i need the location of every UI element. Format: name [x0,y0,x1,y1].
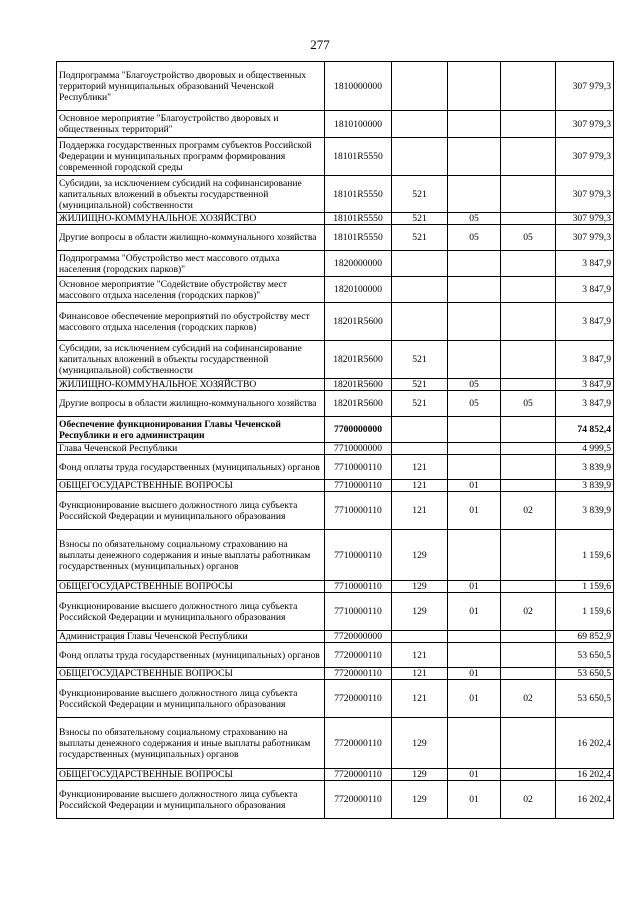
target-article-cell: 7700000000 [325,417,392,443]
amount-cell: 4 999,5 [556,443,614,455]
amount-cell: 307 979,3 [556,176,614,213]
table-row [57,62,614,111]
target-article-cell: 18201R5600 [325,341,392,379]
table-row [57,769,614,781]
expense-type-cell: 121 [392,455,448,480]
table-row [57,391,614,417]
target-article-cell: 7710000110 [325,492,392,530]
target-article-cell: 18201R5600 [325,391,392,417]
target-article-cell: 18101R5550 [325,138,392,176]
expense-type-cell [392,277,448,303]
subsection-cell [501,480,556,492]
target-article-cell: 7720000110 [325,769,392,781]
expense-type-cell [392,303,448,341]
row-name-cell: Субсидии, за исключением субсидий на софинансирование капитальных вложений в объекты государственной (муниципальной) собственности [57,176,325,213]
amount-cell: 3 839,9 [556,480,614,492]
section-cell: 01 [448,593,501,631]
subsection-cell [501,668,556,680]
target-article-cell: 7720000000 [325,631,392,643]
amount-cell: 1 159,6 [556,530,614,581]
section-cell: 01 [448,480,501,492]
expense-type-cell: 521 [392,213,448,225]
subsection-cell: 05 [501,391,556,417]
row-name-cell: Взносы по обязательному социальному страхованию на выплаты денежного содержания и иные выплаты работникам государственных (муниципальных) органов [57,718,325,769]
subsection-cell [501,631,556,643]
section-cell [448,530,501,581]
row-name-cell: Глава Чеченской Республики [57,443,325,455]
subsection-cell: 05 [501,225,556,251]
subsection-cell [501,341,556,379]
section-cell [448,341,501,379]
row-name-cell: Функционирование высшего должностного лица субъекта Российской Федерации и муниципального образования [57,781,325,819]
table-row [57,680,614,718]
section-cell [448,718,501,769]
section-cell: 01 [448,581,501,593]
table-row [57,341,614,379]
amount-cell: 307 979,3 [556,225,614,251]
table-row [57,176,614,213]
section-cell [448,455,501,480]
amount-cell: 307 979,3 [556,213,614,225]
table-row [57,668,614,680]
amount-cell: 3 847,9 [556,379,614,391]
amount-cell: 74 852,4 [556,417,614,443]
expense-type-cell: 121 [392,643,448,668]
target-article-cell: 18101R5550 [325,176,392,213]
expense-type-cell: 129 [392,718,448,769]
row-name-cell: ОБЩЕГОСУДАРСТВЕННЫЕ ВОПРОСЫ [57,769,325,781]
expense-type-cell: 129 [392,769,448,781]
subsection-cell [501,581,556,593]
section-cell: 01 [448,680,501,718]
section-cell [448,443,501,455]
section-cell: 05 [448,225,501,251]
table-row [57,213,614,225]
expense-type-cell [392,251,448,277]
amount-cell: 53 650,5 [556,643,614,668]
subsection-cell [501,769,556,781]
target-article-cell: 7720000110 [325,781,392,819]
expense-type-cell [392,62,448,111]
row-name-cell: Функционирование высшего должностного лица субъекта Российской Федерации и муниципального образования [57,593,325,631]
budget-table [56,61,614,819]
expense-type-cell [392,417,448,443]
expense-type-cell: 121 [392,680,448,718]
row-name-cell: ОБЩЕГОСУДАРСТВЕННЫЕ ВОПРОСЫ [57,480,325,492]
table-row [57,225,614,251]
expense-type-cell: 521 [392,176,448,213]
table-row [57,138,614,176]
section-cell: 01 [448,492,501,530]
table-row [57,417,614,443]
section-cell [448,251,501,277]
expense-type-cell [392,138,448,176]
amount-cell: 3 847,9 [556,303,614,341]
table-row [57,379,614,391]
target-article-cell: 7710000110 [325,530,392,581]
amount-cell: 53 650,5 [556,680,614,718]
section-cell [448,138,501,176]
amount-cell: 3 847,9 [556,277,614,303]
subsection-cell [501,718,556,769]
target-article-cell: 7710000110 [325,455,392,480]
expense-type-cell [392,631,448,643]
section-cell: 01 [448,781,501,819]
amount-cell: 16 202,4 [556,718,614,769]
expense-type-cell [392,443,448,455]
row-name-cell: Функционирование высшего должностного лица субъекта Российской Федерации и муниципального образования [57,680,325,718]
subsection-cell: 02 [501,593,556,631]
amount-cell: 3 839,9 [556,492,614,530]
table-row [57,455,614,480]
table-row [57,593,614,631]
amount-cell: 307 979,3 [556,62,614,111]
subsection-cell: 02 [501,680,556,718]
target-article-cell: 7710000000 [325,443,392,455]
subsection-cell: 02 [501,781,556,819]
subsection-cell [501,455,556,480]
amount-cell: 53 650,5 [556,668,614,680]
table-row [57,781,614,819]
row-name-cell: Субсидии, за исключением субсидий на софинансирование капитальных вложений в объекты государственной (муниципальной) собственности [57,341,325,379]
expense-type-cell: 121 [392,480,448,492]
table-row [57,581,614,593]
section-cell [448,631,501,643]
amount-cell: 1 159,6 [556,593,614,631]
row-name-cell: Другие вопросы в области жилищно-коммунального хозяйства [57,225,325,251]
amount-cell: 3 839,9 [556,455,614,480]
row-name-cell: Финансовое обеспечение мероприятий по обустройству мест массового отдыха населения (городских парков) [57,303,325,341]
expense-type-cell: 521 [392,341,448,379]
section-cell: 05 [448,391,501,417]
expense-type-cell [392,111,448,138]
row-name-cell: ОБЩЕГОСУДАРСТВЕННЫЕ ВОПРОСЫ [57,668,325,680]
subsection-cell [501,277,556,303]
budget-table-body [57,62,614,819]
target-article-cell: 1820100000 [325,277,392,303]
table-row [57,643,614,668]
section-cell [448,643,501,668]
target-article-cell: 1810100000 [325,111,392,138]
subsection-cell [501,213,556,225]
target-article-cell: 7720000110 [325,680,392,718]
subsection-cell [501,62,556,111]
target-article-cell: 18201R5600 [325,379,392,391]
row-name-cell: Функционирование высшего должностного лица субъекта Российской Федерации и муниципального образования [57,492,325,530]
expense-type-cell: 521 [392,379,448,391]
page-number: 277 [310,37,330,52]
amount-cell: 3 847,9 [556,251,614,277]
subsection-cell [501,443,556,455]
target-article-cell: 7720000110 [325,643,392,668]
table-row [57,443,614,455]
amount-cell: 307 979,3 [556,138,614,176]
amount-cell: 307 979,3 [556,111,614,138]
row-name-cell: Взносы по обязательному социальному страхованию на выплаты денежного содержания и иные выплаты работникам государственных (муниципальных) органов [57,530,325,581]
row-name-cell: Подпрограмма "Благоустройство дворовых и общественных территорий муниципальных образований Чеченской Республики" [57,62,325,111]
section-cell: 05 [448,213,501,225]
expense-type-cell: 129 [392,781,448,819]
table-row [57,718,614,769]
row-name-cell: Поддержка государственных программ субъектов Российской Федерации и муниципальных программ формирования современной городской среды [57,138,325,176]
table-row [57,251,614,277]
section-cell [448,303,501,341]
row-name-cell: Основное мероприятие "Благоустройство дворовых и общественных территорий" [57,111,325,138]
section-cell: 01 [448,668,501,680]
expense-type-cell: 129 [392,593,448,631]
section-cell [448,277,501,303]
target-article-cell: 18101R5550 [325,213,392,225]
subsection-cell [501,176,556,213]
expense-type-cell: 129 [392,581,448,593]
target-article-cell: 7710000110 [325,581,392,593]
target-article-cell: 7720000110 [325,668,392,680]
row-name-cell: Фонд оплаты труда государственных (муниципальных) органов [57,643,325,668]
subsection-cell: 02 [501,492,556,530]
target-article-cell: 7710000110 [325,593,392,631]
row-name-cell: Другие вопросы в области жилищно-коммунального хозяйства [57,391,325,417]
subsection-cell [501,530,556,581]
section-cell: 05 [448,379,501,391]
amount-cell: 69 852,9 [556,631,614,643]
row-name-cell: Подпрограмма "Обустройство мест массового отдыха населения (городских парков)" [57,251,325,277]
section-cell [448,417,501,443]
section-cell [448,176,501,213]
expense-type-cell: 129 [392,530,448,581]
row-name-cell: ОБЩЕГОСУДАРСТВЕННЫЕ ВОПРОСЫ [57,581,325,593]
row-name-cell: Администрация Главы Чеченской Республики [57,631,325,643]
subsection-cell [501,417,556,443]
row-name-cell: Фонд оплаты труда государственных (муниципальных) органов [57,455,325,480]
subsection-cell [501,643,556,668]
target-article-cell: 18201R5600 [325,303,392,341]
row-name-cell: ЖИЛИЩНО-КОММУНАЛЬНОЕ ХОЗЯЙСТВО [57,213,325,225]
target-article-cell: 7720000110 [325,718,392,769]
table-row [57,530,614,581]
subsection-cell [501,111,556,138]
subsection-cell [501,303,556,341]
table-row [57,277,614,303]
amount-cell: 16 202,4 [556,769,614,781]
amount-cell: 16 202,4 [556,781,614,819]
subsection-cell [501,251,556,277]
section-cell: 01 [448,769,501,781]
expense-type-cell: 121 [392,492,448,530]
amount-cell: 1 159,6 [556,581,614,593]
table-row [57,111,614,138]
amount-cell: 3 847,9 [556,341,614,379]
expense-type-cell: 521 [392,225,448,251]
row-name-cell: ЖИЛИЩНО-КОММУНАЛЬНОЕ ХОЗЯЙСТВО [57,379,325,391]
subsection-cell [501,138,556,176]
target-article-cell: 1820000000 [325,251,392,277]
target-article-cell: 7710000110 [325,480,392,492]
target-article-cell: 18101R5550 [325,225,392,251]
expense-type-cell: 521 [392,391,448,417]
table-row [57,631,614,643]
row-name-cell: Основное мероприятие "Содействие обустройству мест массового отдыха населения (городских парков)" [57,277,325,303]
table-row [57,492,614,530]
expense-type-cell: 121 [392,668,448,680]
table-row [57,480,614,492]
amount-cell: 3 847,9 [556,391,614,417]
section-cell [448,62,501,111]
section-cell [448,111,501,138]
table-row [57,303,614,341]
subsection-cell [501,379,556,391]
row-name-cell: Обеспечение функционирования Главы Чеченской Республики и его администрации [57,417,325,443]
target-article-cell: 1810000000 [325,62,392,111]
